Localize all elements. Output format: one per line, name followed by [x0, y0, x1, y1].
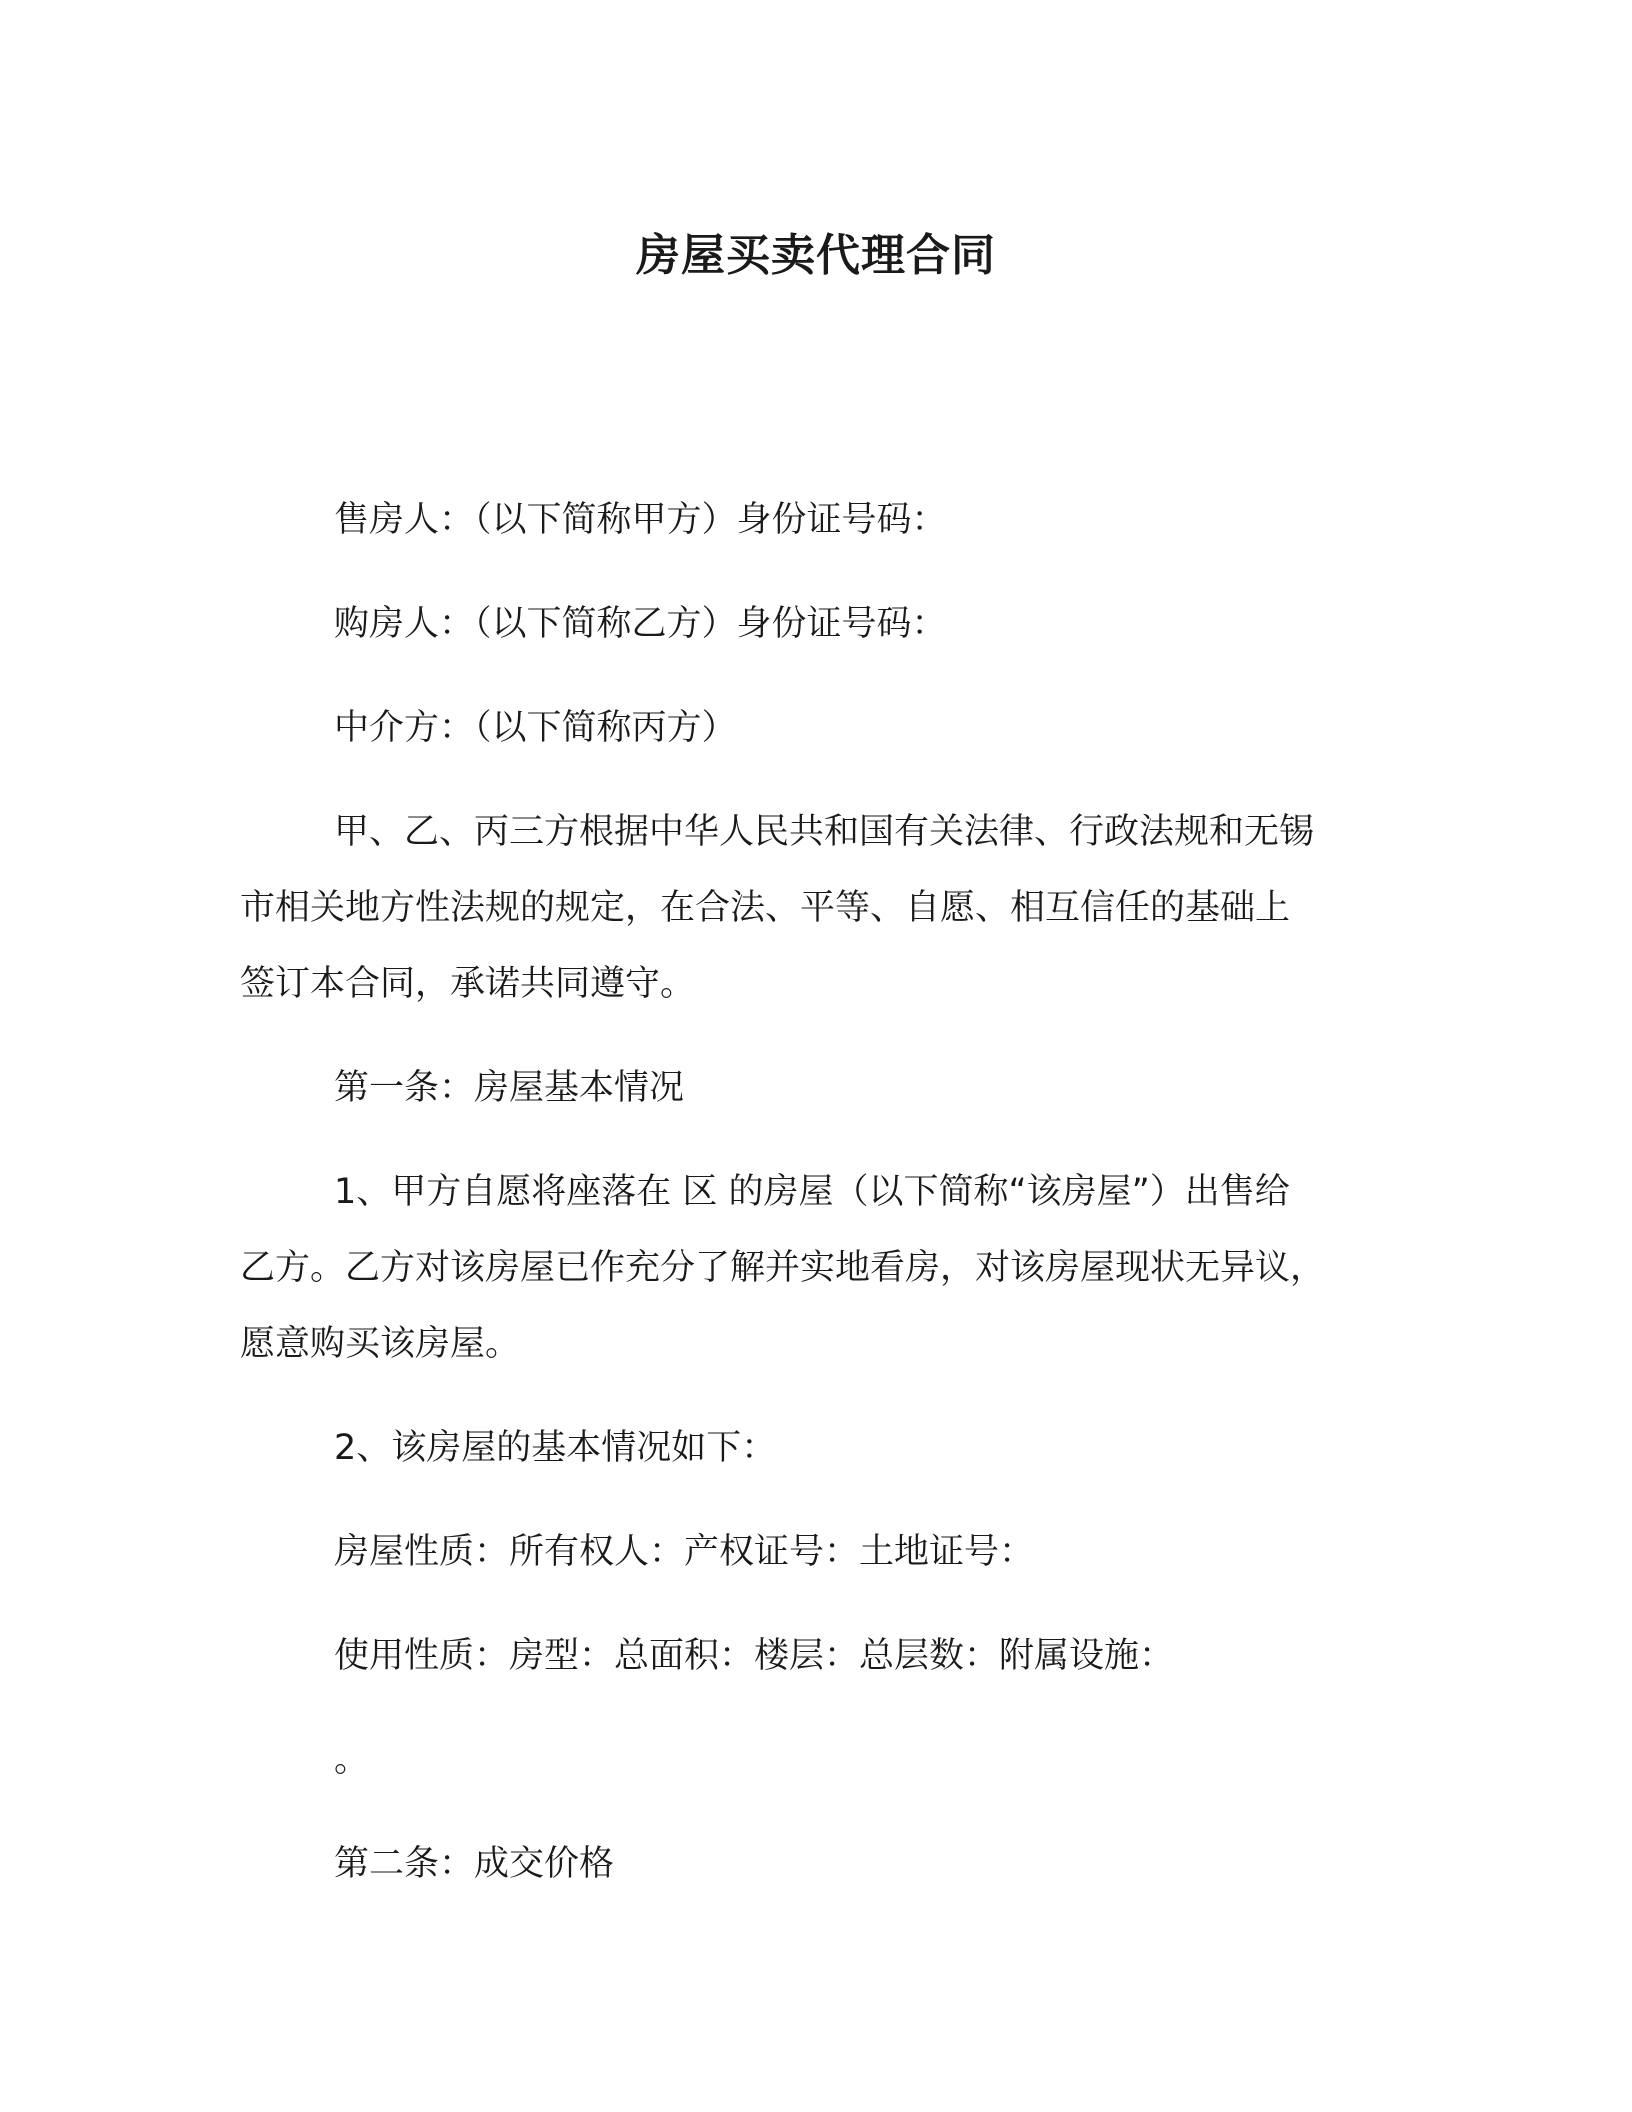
contract-title: 房屋买卖代理合同: [636, 230, 996, 281]
preamble-line-2: 市相关地方性法规的规定，在合法、平等、自愿、相互信任的基础上: [240, 888, 1291, 928]
preamble-line-3: 签订本合同，承诺共同遵守。: [240, 964, 696, 1004]
usage-info-line: 使用性质：房型：总面积：楼层：总层数：附属设施：: [334, 1636, 1175, 1676]
agent-line: 中介方：（以下简称丙方）: [334, 708, 737, 748]
property-info-line: 房屋性质：所有权人：产权证号：土地证号：: [334, 1532, 1035, 1572]
buyer-line: 购房人：（以下简称乙方）身份证号码：: [334, 604, 947, 644]
article-1-heading: 第一条：房屋基本情况: [334, 1068, 685, 1108]
clause-1-line-1: 1、甲方自愿将座落在 区 的房屋（以下简称“该房屋”）出售给: [334, 1172, 1290, 1212]
clause-2-heading: 2、该房屋的基本情况如下：: [334, 1428, 777, 1468]
period-line: 。: [334, 1740, 370, 1780]
preamble-line-1: 甲、乙、丙三方根据中华人民共和国有关法律、行政法规和无锡: [334, 812, 1315, 852]
article-2-heading: 第二条：成交价格: [334, 1844, 615, 1884]
clause-1-line-3: 愿意购买该房屋。: [240, 1324, 521, 1364]
seller-line: 售房人：（以下简称甲方）身份证号码：: [334, 500, 947, 540]
clause-1-line-2: 乙方。乙方对该房屋已作充分了解并实地看房，对该房屋现状无异议，: [240, 1248, 1326, 1288]
